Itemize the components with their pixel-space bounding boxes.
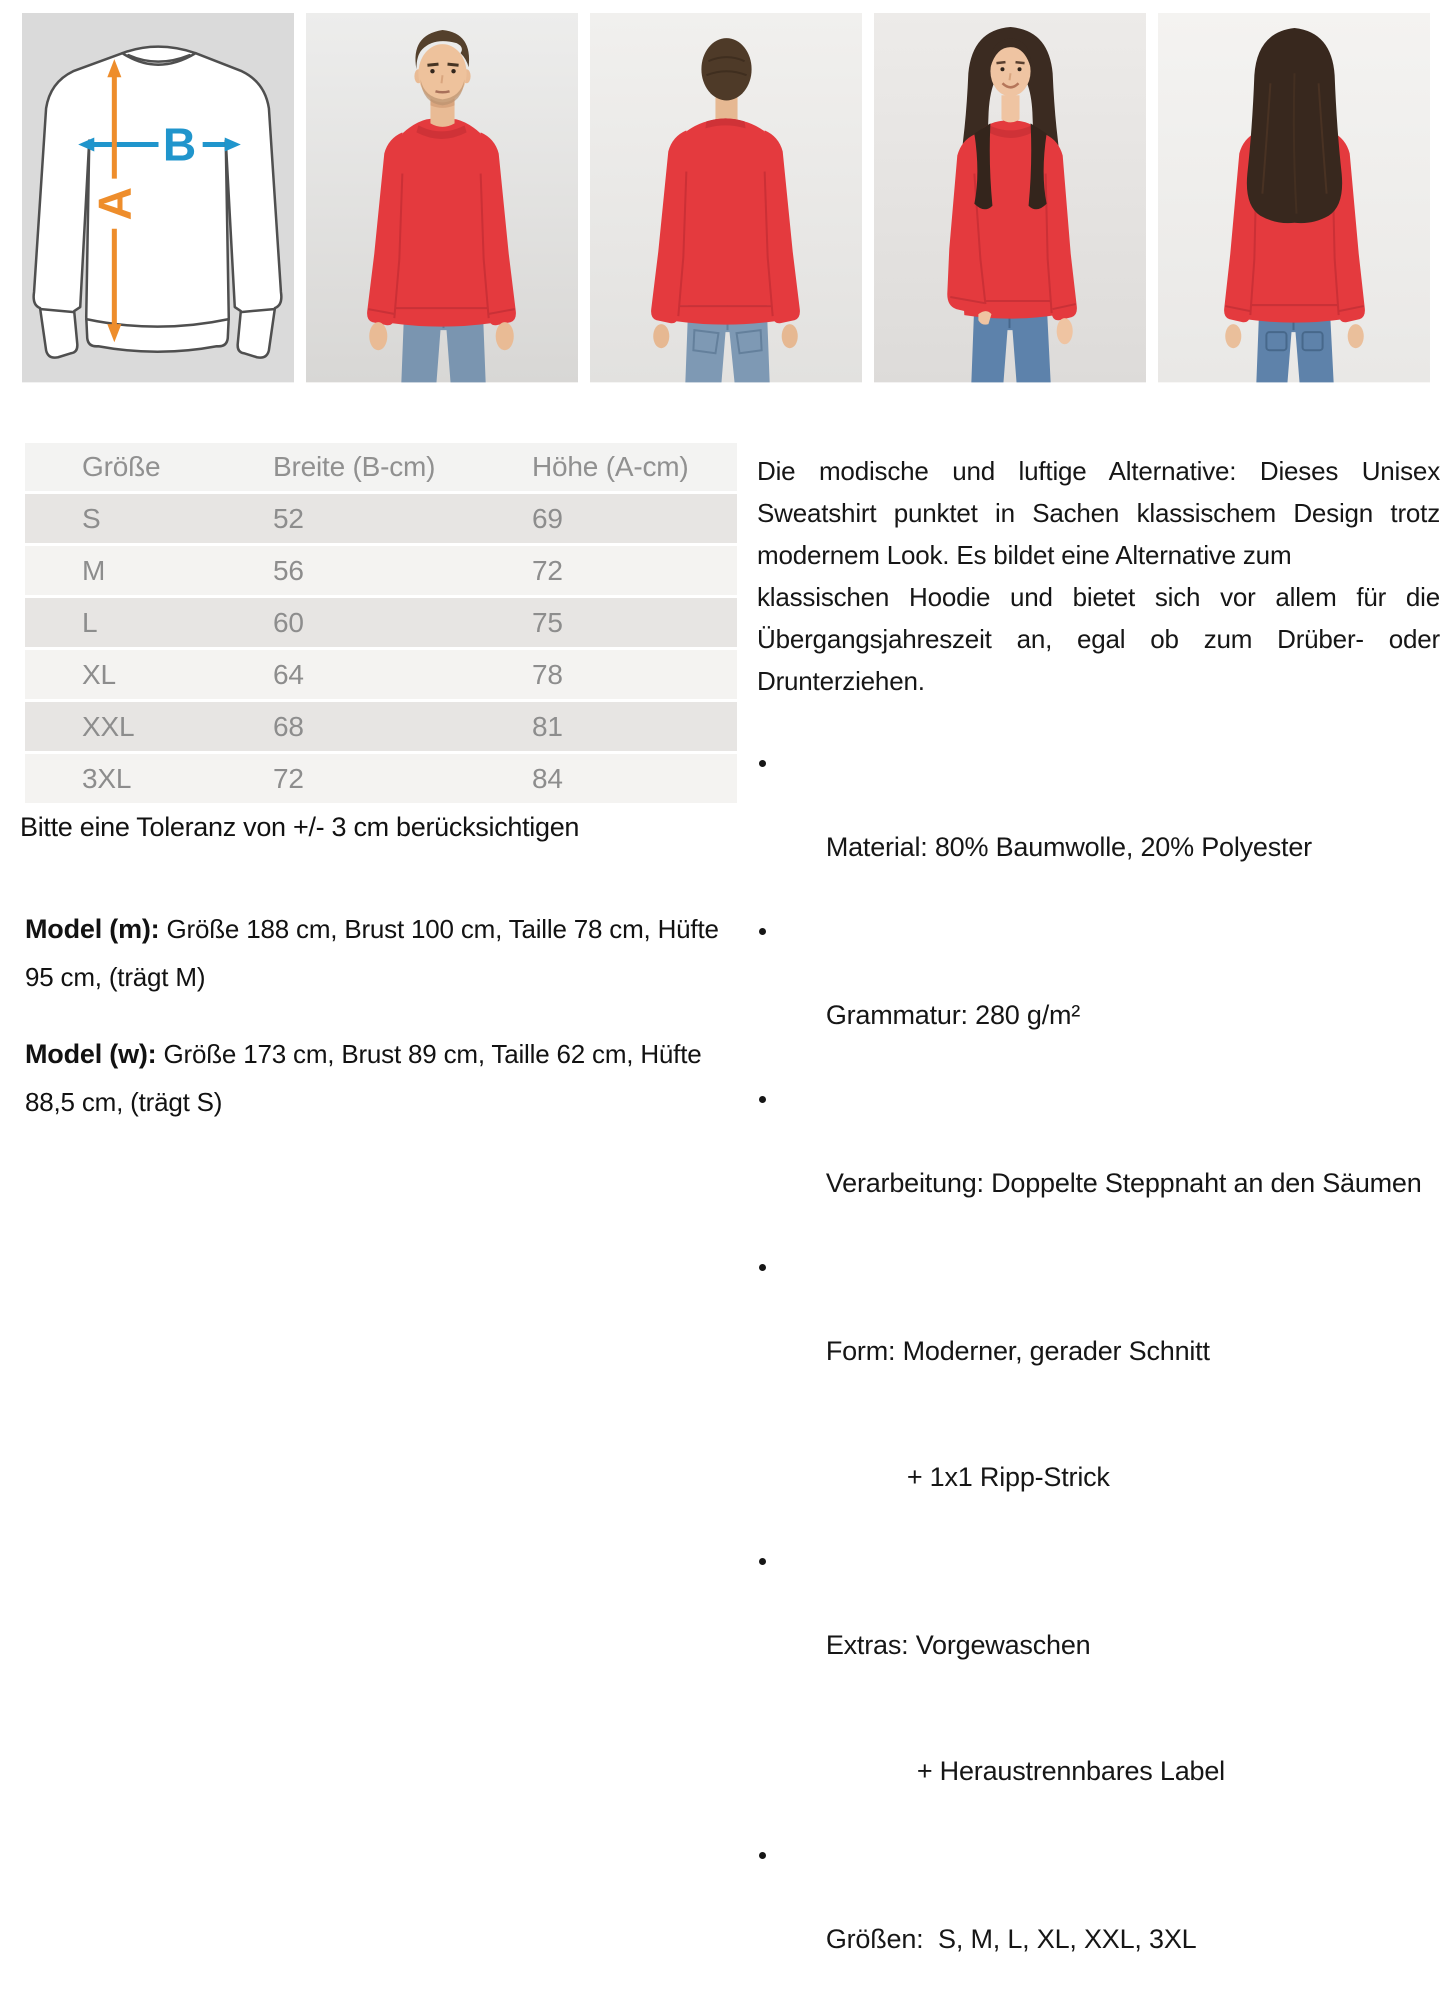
model-info-female [25, 1030, 720, 1126]
column-header-groesse: Größe [82, 451, 161, 482]
photo-man-front [306, 13, 578, 382]
size-table [25, 443, 737, 806]
red-sweatshirt [367, 117, 516, 326]
bullet-icon [759, 1852, 766, 1859]
description-line: Übergangsjahreszeit an, egal ob zum Drüber- oder [757, 624, 1440, 654]
product-description [757, 450, 1440, 702]
table-row-m [25, 546, 737, 595]
model-female-measurements: Größe 173 cm, Brust 89 cm, Taille 62 cm, Hüfte 88,5 cm, (trägt S) [25, 1039, 702, 1117]
description-line: Die modische und luftige Alternative: Dieses Unisex [757, 456, 1440, 486]
size-value: XL [82, 658, 116, 690]
photo-man-back [590, 13, 862, 382]
feature-verarbeitung [755, 1078, 1445, 1246]
model-info-male [25, 905, 720, 1001]
table-row-xxl [25, 702, 737, 751]
photo-woman-back [1158, 13, 1430, 382]
photo-woman-front [874, 13, 1146, 382]
description-line: Drunterziehen. [757, 666, 925, 696]
bullet-icon [759, 1096, 766, 1103]
feature-text: Verarbeitung: Doppelte Steppnaht an den Säumen [825, 1168, 1422, 1198]
feature-text: Größen: S, M, L, XL, XXL, 3XL [825, 1924, 1197, 1954]
hoehe-value: 69 [532, 502, 563, 534]
column-header-breite: Breite (B-cm) [273, 451, 436, 482]
hair-back [1247, 28, 1342, 223]
feature-extras-addition [755, 1708, 1445, 1834]
breite-value: 52 [273, 502, 304, 534]
breite-value: 68 [273, 710, 304, 742]
feature-extras [755, 1540, 1445, 1708]
width-label-b: B [162, 118, 197, 171]
size-table-header [25, 443, 737, 491]
feature-list [755, 742, 1445, 2002]
man-back-illustration [590, 13, 862, 382]
breite-value: 60 [273, 606, 304, 638]
feature-groessen [755, 1834, 1445, 2002]
feature-form [755, 1246, 1445, 1414]
red-sweatshirt [947, 119, 1077, 320]
man-front-illustration [306, 13, 578, 382]
model-female-label: Model (w): [25, 1039, 157, 1069]
breite-value: 56 [273, 554, 304, 586]
size-diagram-svg [22, 13, 294, 382]
hoehe-value: 75 [532, 606, 563, 638]
height-label-a: A [88, 187, 141, 221]
bullet-icon [759, 760, 766, 767]
feature-material [755, 742, 1445, 910]
size-value: L [82, 606, 98, 638]
size-value: S [82, 502, 101, 534]
description-line: modernem Look. Es bildet eine Alternative zum [757, 540, 1292, 570]
hoehe-value: 78 [532, 658, 563, 690]
feature-text: Grammatur: 280 g/m² [825, 1000, 1081, 1030]
feature-text: Extras: Vorgewaschen [825, 1630, 1091, 1660]
model-male-measurements: Größe 188 cm, Brust 100 cm, Taille 78 cm, Hüfte 95 cm, (trägt M) [25, 914, 719, 992]
description-line: Sweatshirt punktet in Sachen klassischem Design trotz [757, 498, 1440, 528]
product-image-gallery [22, 13, 1430, 381]
size-value: XXL [82, 710, 135, 742]
size-value: M [82, 554, 106, 586]
feature-form-addition [755, 1414, 1445, 1540]
head-back [701, 38, 751, 100]
bullet-icon [759, 928, 766, 935]
hoehe-value: 72 [532, 554, 563, 586]
woman-back-illustration [1158, 13, 1430, 382]
hoehe-value: 81 [532, 710, 563, 742]
feature-text: Material: 80% Baumwolle, 20% Polyester [825, 832, 1312, 862]
column-header-hoehe: Höhe (A-cm) [532, 451, 689, 482]
bullet-icon [759, 1558, 766, 1565]
breite-value: 72 [273, 762, 304, 794]
sweatshirt-outline-drawing [34, 47, 282, 358]
size-diagram-image [22, 13, 294, 382]
feature-text: + 1x1 Ripp-Strick [906, 1462, 1110, 1492]
table-row-xl [25, 650, 737, 699]
bullet-icon [759, 1264, 766, 1271]
description-line: klassischen Hoodie und bietet sich vor allem für die [757, 582, 1440, 612]
model-male-label: Model (m): [25, 914, 160, 944]
feature-text: + Heraustrennbares Label [916, 1756, 1225, 1786]
woman-front-illustration [874, 13, 1146, 382]
table-row-l [25, 598, 737, 647]
size-value: 3XL [82, 762, 132, 794]
tolerance-note: Bitte eine Toleranz von +/- 3 cm berücksichtigen [20, 812, 580, 842]
table-row-s [25, 494, 737, 543]
feature-grammatur [755, 910, 1445, 1078]
feature-text: Form: Moderner, gerader Schnitt [825, 1336, 1210, 1366]
breite-value: 64 [273, 658, 304, 690]
table-row-3xl [25, 754, 737, 803]
hoehe-value: 84 [532, 762, 563, 794]
